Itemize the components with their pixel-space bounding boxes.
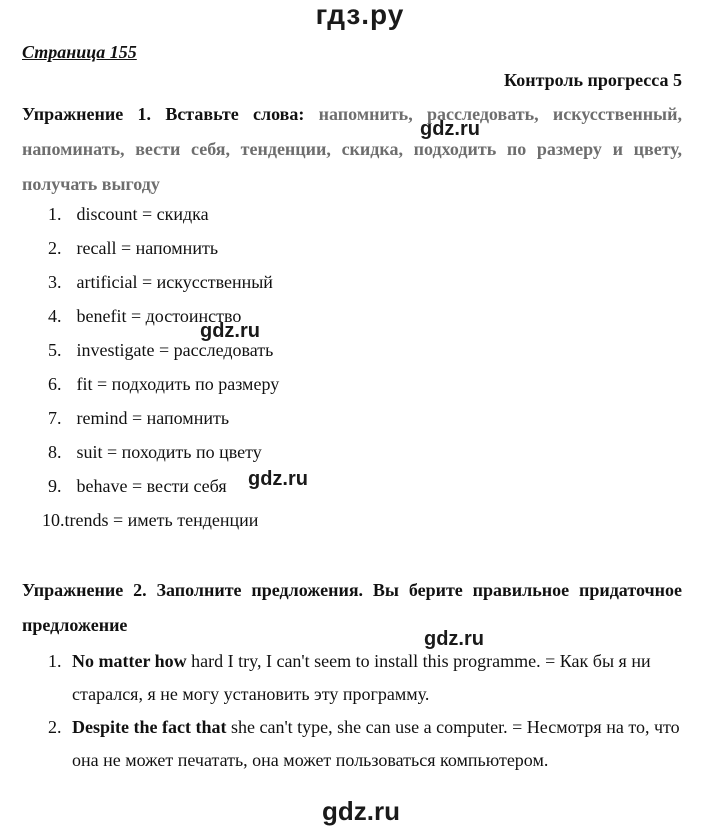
exercise-2-list bbox=[48, 645, 692, 777]
exercise-1-title: Упражнение 1. Вставьте слова: bbox=[22, 104, 305, 124]
section-title: Контроль прогресса 5 bbox=[504, 70, 682, 90]
list-item: 10.trends = иметь тенденции bbox=[42, 510, 259, 530]
exercise-2-title: Упражнение 2. Заполните предложения. Вы берите правильное придаточное предложение bbox=[22, 580, 682, 635]
list-item: 1. discount = скидка bbox=[48, 204, 209, 224]
watermark: gdz.ru bbox=[322, 796, 400, 826]
page-label: Страница 155 bbox=[22, 42, 137, 62]
watermark: gdz.ru bbox=[248, 468, 308, 490]
list-item: 7. remind = напомнить bbox=[48, 408, 230, 428]
watermark: gdz.ru bbox=[424, 628, 484, 650]
exercise-2-heading bbox=[22, 573, 682, 643]
list-item: 6. fit = подходить по размеру bbox=[48, 374, 280, 394]
list-item: 9. behave = вести себя bbox=[48, 476, 227, 496]
list-item: 8. suit = походить по цвету bbox=[48, 442, 262, 462]
watermark: gdz.ru bbox=[420, 118, 480, 140]
list-item: 3. artificial = искусственный bbox=[48, 272, 273, 292]
exercise-1-words: напомнить, расследовать, искусственный, напоминать, вести себя, тенденции, скидка, подходить по размеру и цвету, получать выгоду bbox=[22, 104, 682, 194]
list-item: 5. investigate = расследовать bbox=[48, 340, 274, 360]
list-item: 2. recall = напомнить bbox=[48, 238, 219, 258]
list-item: 2. Despite the fact that she can't type, she can use a computer. = Несмотря на то, что она не может печатать, она может пользоваться компьютером. bbox=[48, 717, 680, 770]
list-item: 4. benefit = достоинство bbox=[48, 306, 242, 326]
exercise-1-list bbox=[42, 197, 280, 537]
site-header: гдз.ру bbox=[315, 0, 405, 30]
watermark: gdz.ru bbox=[200, 320, 260, 342]
list-item: 1. No matter how hard I try, I can't seem to install this programme. = Как бы я ни старался, я не могу установить эту программу. bbox=[48, 651, 651, 704]
exercise-1-heading bbox=[22, 97, 682, 202]
